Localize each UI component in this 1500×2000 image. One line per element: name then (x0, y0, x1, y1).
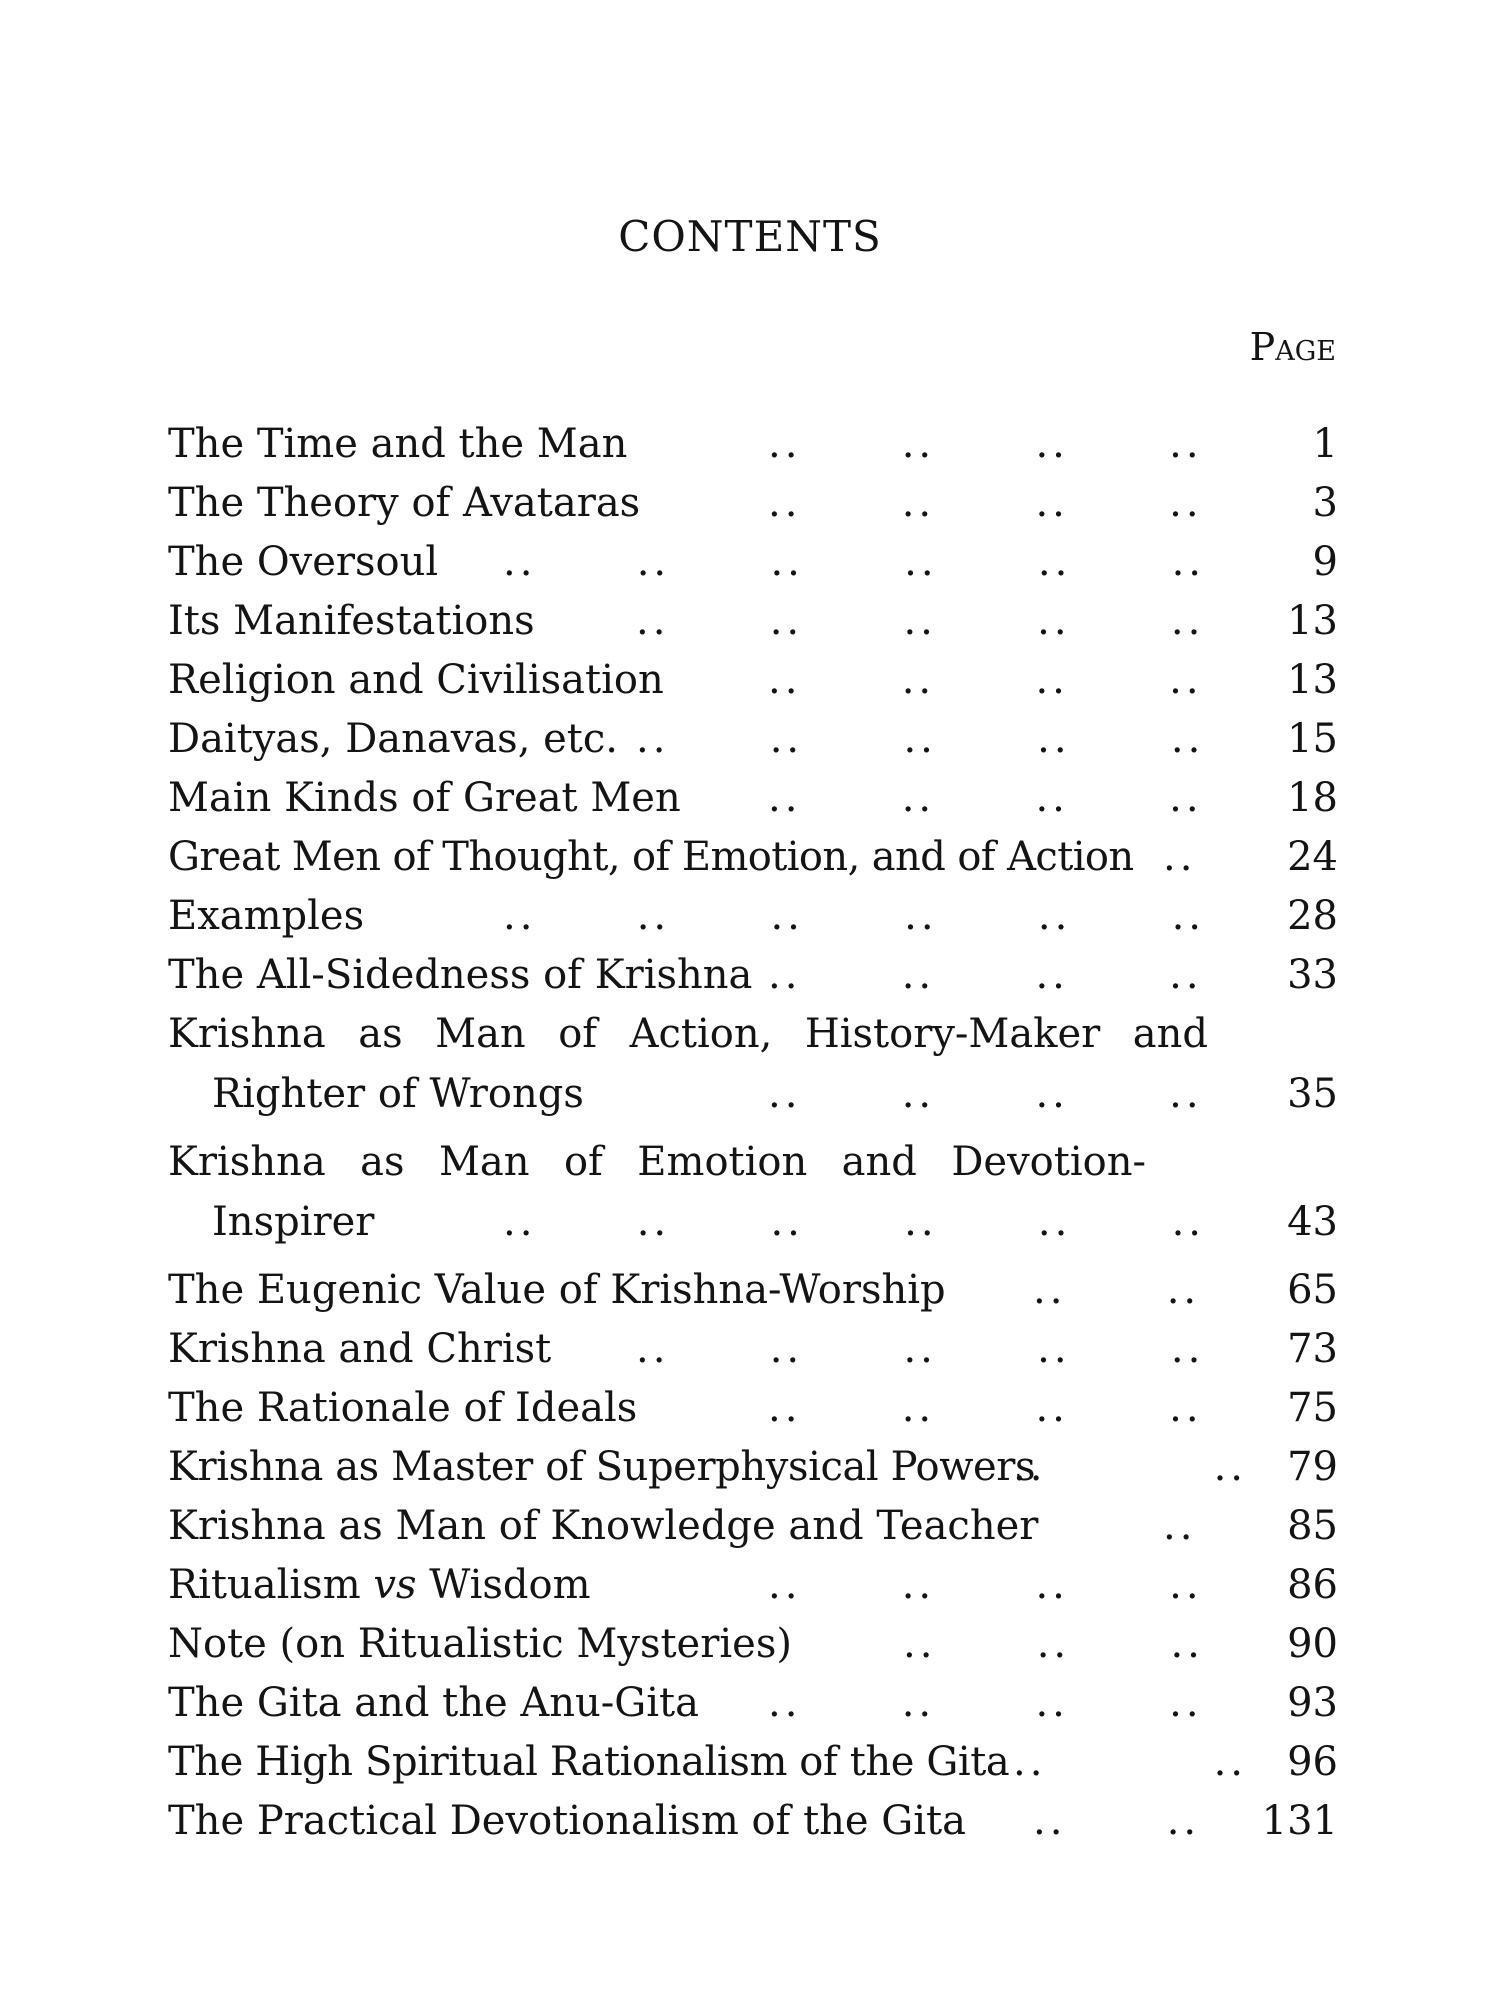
toc-entry-title (168, 1561, 591, 1609)
toc-entry-page: 85 (1287, 1503, 1338, 1549)
leader-dots: .. .. .. .. .. .. (503, 539, 1206, 585)
toc-entry-title: The Rationale of Ideals (168, 1385, 638, 1431)
leader-dots: .. .. .. .. (768, 657, 1203, 703)
toc-entry-page: 18 (1287, 775, 1338, 821)
toc-entry[interactable] (168, 951, 1338, 1011)
toc-entry-page: 73 (1287, 1326, 1338, 1372)
leader-dots: .. .. .. .. .. .. (503, 893, 1206, 939)
toc-entry-page: 3 (1312, 480, 1338, 526)
leader-dots: .. (1163, 1503, 1197, 1549)
toc-entry-title: Krishna as Master of Superphysical Powers (168, 1444, 1036, 1490)
toc-entry[interactable] (168, 1384, 1338, 1444)
leader-dots: .. .. (1013, 1444, 1248, 1490)
toc-entry-page: 1 (1312, 421, 1338, 467)
toc-entry-title: Krishna as Man of Knowledge and Teacher (168, 1503, 1039, 1549)
toc-entry-title-line2: Inspirer (212, 1199, 375, 1245)
toc-entry[interactable] (168, 892, 1338, 952)
toc-entry-title: The Practical Devotionalism of the Gita (168, 1798, 966, 1844)
toc-entry-title: Krishna and Christ (168, 1326, 552, 1372)
toc-entry-title: The Gita and the Anu-Gita (168, 1680, 699, 1726)
toc-entry-title-line1: Krishna as Man of Emotion and Devotion- (168, 1139, 1146, 1185)
leader-dots: .. .. .. .. (768, 1385, 1203, 1431)
toc-entry-title-part: Wisdom (429, 1562, 591, 1608)
toc-entry-page: 15 (1287, 716, 1338, 762)
toc-entry-page: 79 (1287, 1444, 1338, 1490)
toc-entry-title: The Eugenic Value of Krishna-Worship (168, 1267, 946, 1313)
toc-entry-page: 43 (1287, 1199, 1338, 1245)
toc-entry[interactable] (168, 774, 1338, 834)
toc-entry-title-line1: Krishna as Man of Action, History-Maker and (168, 1011, 1208, 1057)
toc-entry-page: 86 (1287, 1562, 1338, 1608)
leader-dots: .. .. .. .. (768, 421, 1203, 467)
leader-dots: .. .. .. .. (768, 952, 1203, 998)
toc-entry-page: 9 (1312, 539, 1338, 585)
toc-entry[interactable] (168, 1502, 1338, 1562)
leader-dots: .. .. .. .. (768, 1562, 1203, 1608)
toc-entry[interactable] (168, 1679, 1338, 1739)
toc-entry-title: Main Kinds of Great Men (168, 775, 681, 821)
leader-dots: .. .. .. .. (768, 480, 1203, 526)
toc-entry[interactable] (168, 1443, 1338, 1503)
toc-entry[interactable] (168, 1561, 1338, 1621)
page-column-heading: Page (1249, 325, 1336, 369)
toc-entry-page: 28 (1287, 893, 1338, 939)
toc-entry-page: 13 (1287, 598, 1338, 644)
toc-entry-page: 24 (1287, 834, 1338, 880)
toc-entry[interactable] (168, 833, 1338, 893)
toc-entry-title: Great Men of Thought, of Emotion, and of Action (168, 834, 1134, 880)
toc-entry-title: Daityas, Danavas, etc. (168, 716, 618, 762)
leader-dots: .. .. .. .. .. (636, 1326, 1205, 1372)
leader-dots: .. .. .. .. (768, 1071, 1203, 1117)
toc-entry[interactable] (168, 1010, 1338, 1130)
toc-entry-title-line2: Righter of Wrongs (212, 1071, 584, 1117)
toc-entry[interactable] (168, 597, 1338, 657)
toc-entry-title: Religion and Civilisation (168, 657, 664, 703)
leader-dots: .. .. (1033, 1798, 1201, 1844)
toc-entry[interactable] (168, 1620, 1338, 1680)
toc-entry[interactable] (168, 479, 1338, 539)
toc-entry-page: 93 (1287, 1680, 1338, 1726)
toc-entry-title: Its Manifestations (168, 598, 535, 644)
toc-entry[interactable] (168, 538, 1338, 598)
toc-entry-page: 13 (1287, 657, 1338, 703)
toc-entry-title: The All-Sidedness of Krishna (168, 952, 753, 998)
toc-entry-page: 75 (1287, 1385, 1338, 1431)
toc-entry-title-part: Ritualism (168, 1562, 361, 1608)
toc-entry-page: 65 (1287, 1267, 1338, 1313)
leader-dots: .. .. .. .. .. (636, 598, 1205, 644)
toc-entry-title: The Oversoul (168, 539, 439, 585)
toc-entry-title-part: vs (373, 1562, 417, 1608)
toc-entry-title: The High Spiritual Rationalism of the Gita (168, 1739, 1010, 1785)
leader-dots: .. .. .. .. (768, 1680, 1203, 1726)
toc-entry[interactable] (168, 420, 1338, 480)
toc-entry[interactable] (168, 656, 1338, 716)
toc-entry[interactable] (168, 1738, 1338, 1798)
leader-dots: .. .. .. .. .. (636, 716, 1205, 762)
toc-entry-title: Note (on Ritualistic Mysteries) (168, 1621, 792, 1667)
leader-dots: .. .. .. .. (768, 775, 1203, 821)
toc-entry-page: 131 (1261, 1798, 1338, 1844)
toc-entry[interactable] (168, 715, 1338, 775)
toc-entry[interactable] (168, 1797, 1338, 1857)
leader-dots: .. .. (1013, 1739, 1248, 1785)
toc-entry-page: 35 (1287, 1071, 1338, 1117)
toc-entry-page: 96 (1287, 1739, 1338, 1785)
toc-entry-title: The Theory of Avataras (168, 480, 641, 526)
toc-entry[interactable] (168, 1325, 1338, 1385)
leader-dots: .. .. .. .. .. .. (503, 1199, 1206, 1245)
toc-entry[interactable] (168, 1138, 1338, 1258)
toc-entry[interactable] (168, 1266, 1338, 1326)
toc-entry-page: 33 (1287, 952, 1338, 998)
toc-entry-title: Examples (168, 893, 365, 939)
leader-dots: .. (1163, 834, 1197, 880)
leader-dots: .. .. .. (903, 1621, 1204, 1667)
toc-entry-page: 90 (1287, 1621, 1338, 1667)
toc-entry-title: The Time and the Man (168, 421, 628, 467)
leader-dots: .. .. (1033, 1267, 1201, 1313)
page-title: CONTENTS (618, 212, 882, 261)
